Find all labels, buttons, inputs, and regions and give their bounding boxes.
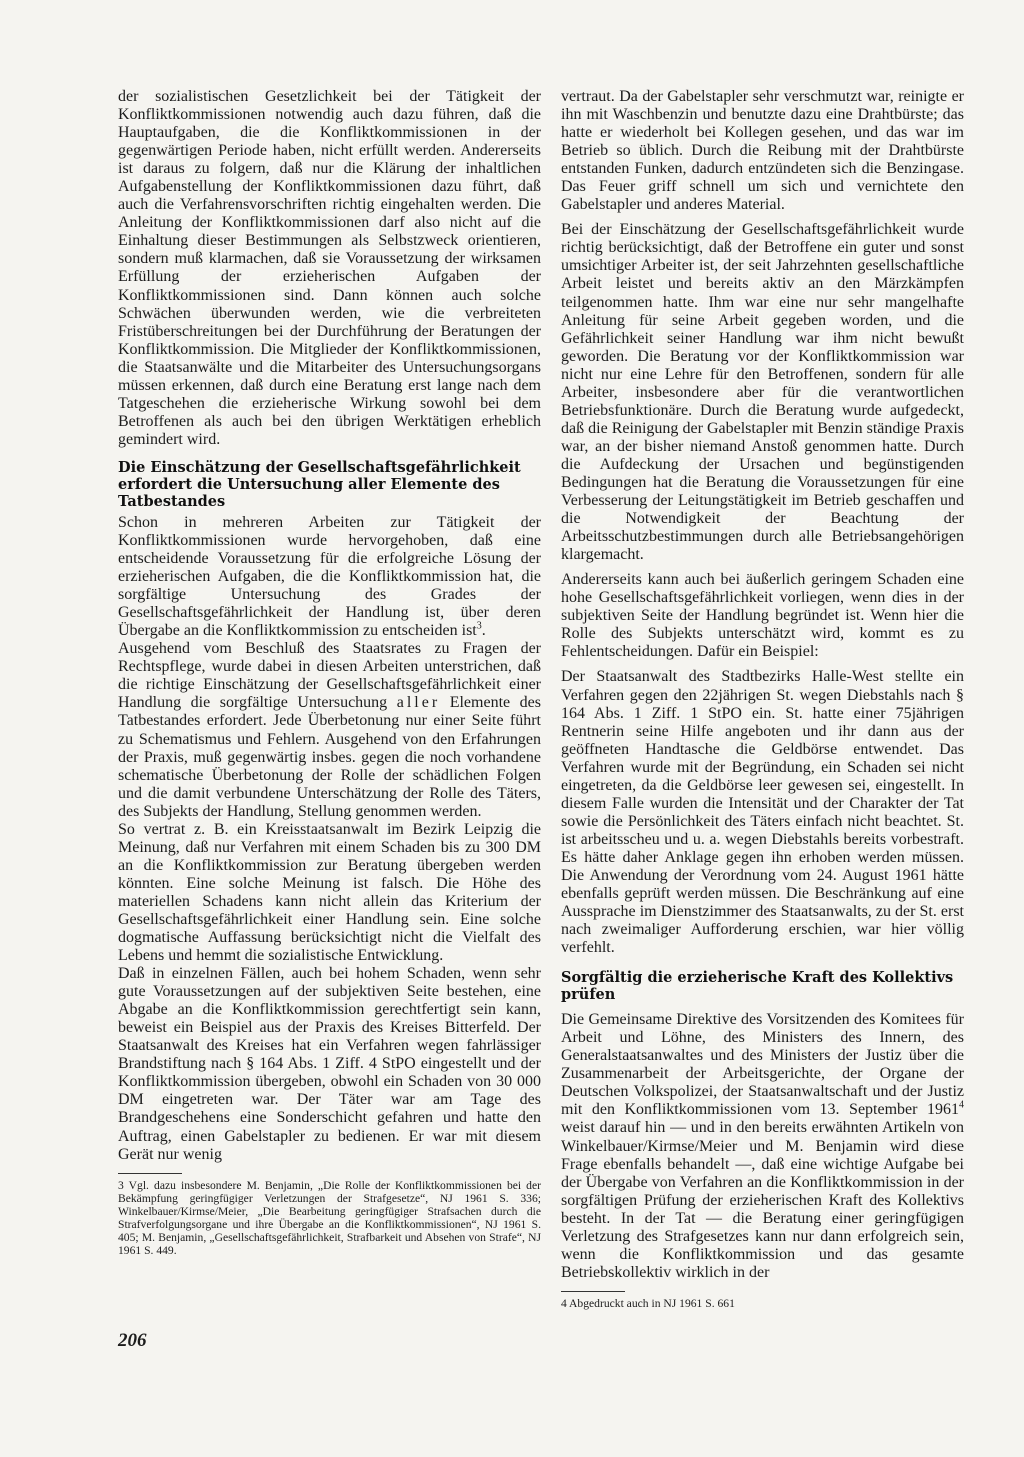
body-paragraph (561, 1011, 964, 1282)
footnote-marker: 4 (959, 1100, 964, 1112)
emphasized-word: aller (396, 694, 441, 712)
footnote-marker: 3 (476, 620, 482, 632)
body-paragraph (118, 514, 541, 640)
body-paragraph: Bei der Einschätzung der Gesellschaftsgefährlichkeit wurde richtig berücksichtigt, daß der Betroffene ein guter und sonst umsichtiger Arbeiter ist, der seit Jahrzehnten gesellschaftliche Arbeit leistet und bereits aktiv an den Märzkämpfen teilgenommen hatte. Ihm war eine nur sehr mangelhafte Anleitung für seine Arbeit gegeben worden, und die Gefährlichkeit seiner Handlung war ihm nicht bewußt geworden. Die Beratung vor der Konfliktkommission war nicht nur eine Lehre für den Betroffenen, sondern für alle Arbeiter, insbesondere aber für die verantwortlichen Betriebsfunktionäre. Durch die Beratung wurde aufgedeckt, daß die Reinigung der Gabelstapler mit Benzin ständige Praxis war, an der bisher niemand Anstoß genommen hatte. Durch die Aufdeckung der Ursachen und begünstigenden Bedingungen hat die Beratung die Voraussetzungen für eine Verbesserung der Leitungstätigkeit im Betrieb geschaffen und die Notwendigkeit der Beachtung der Arbeitsschutzbestimmungen durch alle Betriebsangehörigen klargemacht. (561, 221, 964, 564)
body-paragraph: Daß in einzelnen Fällen, auch bei hohem Schaden, wenn sehr gute Voraussetzungen auf der subjektiven Seite bestehen, eine Abgabe an die Konfliktkommission gerechtfertigt sein kann, beweist ein Beispiel aus der Praxis des Kreises Bitterfeld. Der Staatsanwalt des Kreises hat ein Verfahren wegen fahrlässiger Brandstiftung nach § 164 Abs. 1 Ziff. 4 StPO eingestellt und der Konfliktkommission übergeben, obwohl ein Schaden von 30 000 DM eingetreten war. Der Täter war am Tage des Brandgeschehens eine Sonderschicht gefahren und hatte den Auftrag, einen Gabelstapler zu bedienen. Er war mit diesem Gerät nur wenig (118, 965, 541, 1163)
paragraph-text: Schon in mehreren Arbeiten zur Tätigkeit der Konfliktkommissionen wurde hervorgehoben, daß eine entscheidende Voraussetzung für die erfolgreiche Lösung der erzieherischen Aufgaben, die die Konfliktkommission hat, die sorgfältige Untersuchung des Grades der Gesellschaftsgefährlichkeit der Handlung ist, über deren Übergabe an die Konfliktkommission zu entscheiden ist (118, 513, 541, 640)
paragraph-text: Die Gemeinsame Direktive des Vorsitzenden des Komitees für Arbeit und Löhne, des Ministers des Innern, des Generalstaatsanwaltes und des Ministers der Justiz über die Zusammenarbeit der Arbeitsgerichte, der Organe der Deutschen Volkspolizei, der Staatsanwaltschaft und der Justiz mit den Konfliktkommissionen vom 13. September 1961 (561, 1011, 964, 1119)
body-paragraph: Der Staatsanwalt des Stadtbezirks Halle-West stellte ein Verfahren gegen den 22jährigen St. wegen Diebstahls nach § 164 Abs. 1 Ziff. 1 StPO ein. St. hatte einer 75jährigen Rentnerin seine Hilfe angeboten und ihr dann aus der geöffneten Handtasche die Geldbörse entwendet. Das Verfahren wurde mit der Begründung, ein Schaden sei nicht eingetreten, da die Geldbörse leer gewesen sei, eingestellt. In diesem Falle wurden die Intensität und der Charakter der Tat sowie die Persönlichkeit des Täters einfach nicht beachtet. St. ist arbeitsscheu und u. a. wegen Diebstahls bereits vorbestraft. Es hätte daher Anklage gegen ihn erhoben werden müssen. Die Anwendung der Verordnung vom 24. August 1961 hätte ebenfalls geprüft werden müssen. Die Beschränkung auf eine Aussprache im Dienstzimmer des Staatsanwalts, zu der St. erst nach zweimaliger Aufforderung erschien, war hier völlig verfehlt. (561, 668, 964, 957)
paragraph-text: Ausgehend vom Beschluß des Staatsrates zu Fragen der Rechtspflege, wurde dabei in diesen Arbeiten unterstrichen, daß die richtige Einschätzung der Gesellschaftsgefährlichkeit einer Handlung die sorgfältige Untersuchung (118, 640, 541, 712)
body-paragraph: Andererseits kann auch bei äußerlich geringem Schaden eine hohe Gesellschaftsgefährlichkeit vorliegen, wenn dies in der subjektiven Seite der Handlung begründet ist. Wenn hier die Rolle des Subjekts unterschätzt wird, kommt es zu Fehlentscheidungen. Dafür ein Beispiel: (561, 571, 964, 661)
section-heading: Die Einschätzung der Gesellschaftsgefährlichkeit erfordert die Untersuchung aller Elemente des Tatbestandes (118, 458, 521, 510)
body-paragraph: So vertrat z. B. ein Kreisstaatsanwalt im Bezirk Leipzig die Meinung, daß nur Verfahren mit einem Schaden bis zu 300 DM an die Konfliktkommission zur Beratung übergeben werden könnten. Eine solche Meinung ist falsch. Die Höhe des materiellen Schadens kann nicht allein das Kriterium der Gesellschaftsgefährlichkeit einer Handlung sein. Eine solche dogmatische Auffassung berücksichtigt nicht die Vielfalt des Lebens und hemmt die sozialistische Entwicklung. (118, 820, 541, 965)
paragraph-text: weist darauf hin — und in den bereits erwähnten Artikeln von Winkelbauer/Kirmse/Meier und M. Benjamin wird diese Frage ebenfalls behandelt —, daß eine wichtige Aufgabe bei der Übergabe von Verfahren an die Konfliktkommission in der sorgfältigen Prüfung der erzieherischen Kraft des Kollektivs besteht. In der Tat — die Beratung einer geringfügigen Verletzung des Strafgesetzes kann nur dann erfolgreich sein, wenn die Konfliktkommission und das gesamte Betriebskollektiv wirklich in der (561, 1119, 964, 1281)
paragraph-end: . (481, 622, 486, 640)
left-column (118, 88, 541, 1257)
section-heading: Sorgfältig die erzieherische Kraft des Kollektivs prüfen (561, 969, 954, 1004)
footnote-divider (561, 1291, 625, 1292)
body-paragraph: vertraut. Da der Gabelstapler sehr verschmutzt war, reinigte er ihn mit Waschbenzin und benutzte dazu eine Drahtbürste; das hatte er wiederholt bei Kollegen gesehen, und das war im Betrieb so üblich. Durch die Reibung mit der Drahtbürste entstanden Funken, dadurch entzündeten sich die Benzingase. Das Feuer griff schnell um sich und vernichtete den Gabelstapler und anderes Material. (561, 88, 964, 214)
footnote-divider (118, 1173, 182, 1174)
body-paragraph (118, 640, 541, 820)
body-paragraph: der sozialistischen Gesetzlichkeit bei der Tätigkeit der Konfliktkommissionen notwendig auch dazu führen, daß die Hauptaufgaben, die die Konfliktkommissionen in der gegenwärtigen Periode haben, nicht erfüllt werden. Andererseits ist daraus zu folgern, daß nur die Klärung der inhaltlichen Aufgabenstellung der Konfliktkommissionen dazu führt, daß auch die Verfahrensvorschriften richtig eingehalten werden. Die Anleitung der Konfliktkommissionen darf also nicht auf die Einhaltung dieser Bestimmungen als Selbstzweck orientieren, sondern muß klarmachen, daß sie Voraussetzung der wirksamen Erfüllung der erzieherischen Aufgaben der Konfliktkommissionen sind. Dann können auch solche Schwächen überwunden werden, wie die verbreiteten Fristüberschreitungen bei der Durchführung der Beratungen der Konfliktkommission. Die Mitglieder der Konfliktkommissionen, die Staatsanwälte und die Mitarbeiter des Untersuchungsorgans müssen erkennen, daß durch eine Beratung erst lange nach dem Tatgeschehen die erzieherische Wirkung sowohl bei dem Betroffenen als auch bei den übrigen Werktätigen erheblich gemindert wird. (118, 88, 541, 448)
paragraph-text: Elemente des Tatbestandes erfordert. Jede Überbetonung nur einer Seite führt zu Schematismus und Fehlern. Ausgehend von den Erfahrungen der Praxis, muß gegenwärtig insbes. gegen die noch vorhandene schematische Überbetonung der Rolle der schädlichen Folgen und die damit verbundene Unterschätzung der Rolle des Täters, des Subjekts der Handlung, Stellung genommen werden. (118, 694, 541, 820)
footnote: 3 Vgl. dazu insbesondere M. Benjamin, „Die Rolle der Konfliktkommissionen bei der Bekämpfung geringfügiger Verletzungen der Strafgesetze“, NJ 1961 S. 336; Winkelbauer/Kirmse/Meier, „Die Bearbeitung geringfügiger Strafsachen durch die Strafverfolgungsorgane und ihre Übergabe an die Konfliktkommissionen“, NJ 1961 S. 405; M. Benjamin, „Gesellschaftsgefährlichkeit, Strafbarkeit und Absehen von Strafe“, NJ 1961 S. 449. (118, 1178, 541, 1257)
footnote: 4 Abgedruckt auch in NJ 1961 S. 661 (561, 1296, 735, 1310)
right-column (561, 88, 964, 1310)
page-number: 206 (118, 1330, 147, 1351)
